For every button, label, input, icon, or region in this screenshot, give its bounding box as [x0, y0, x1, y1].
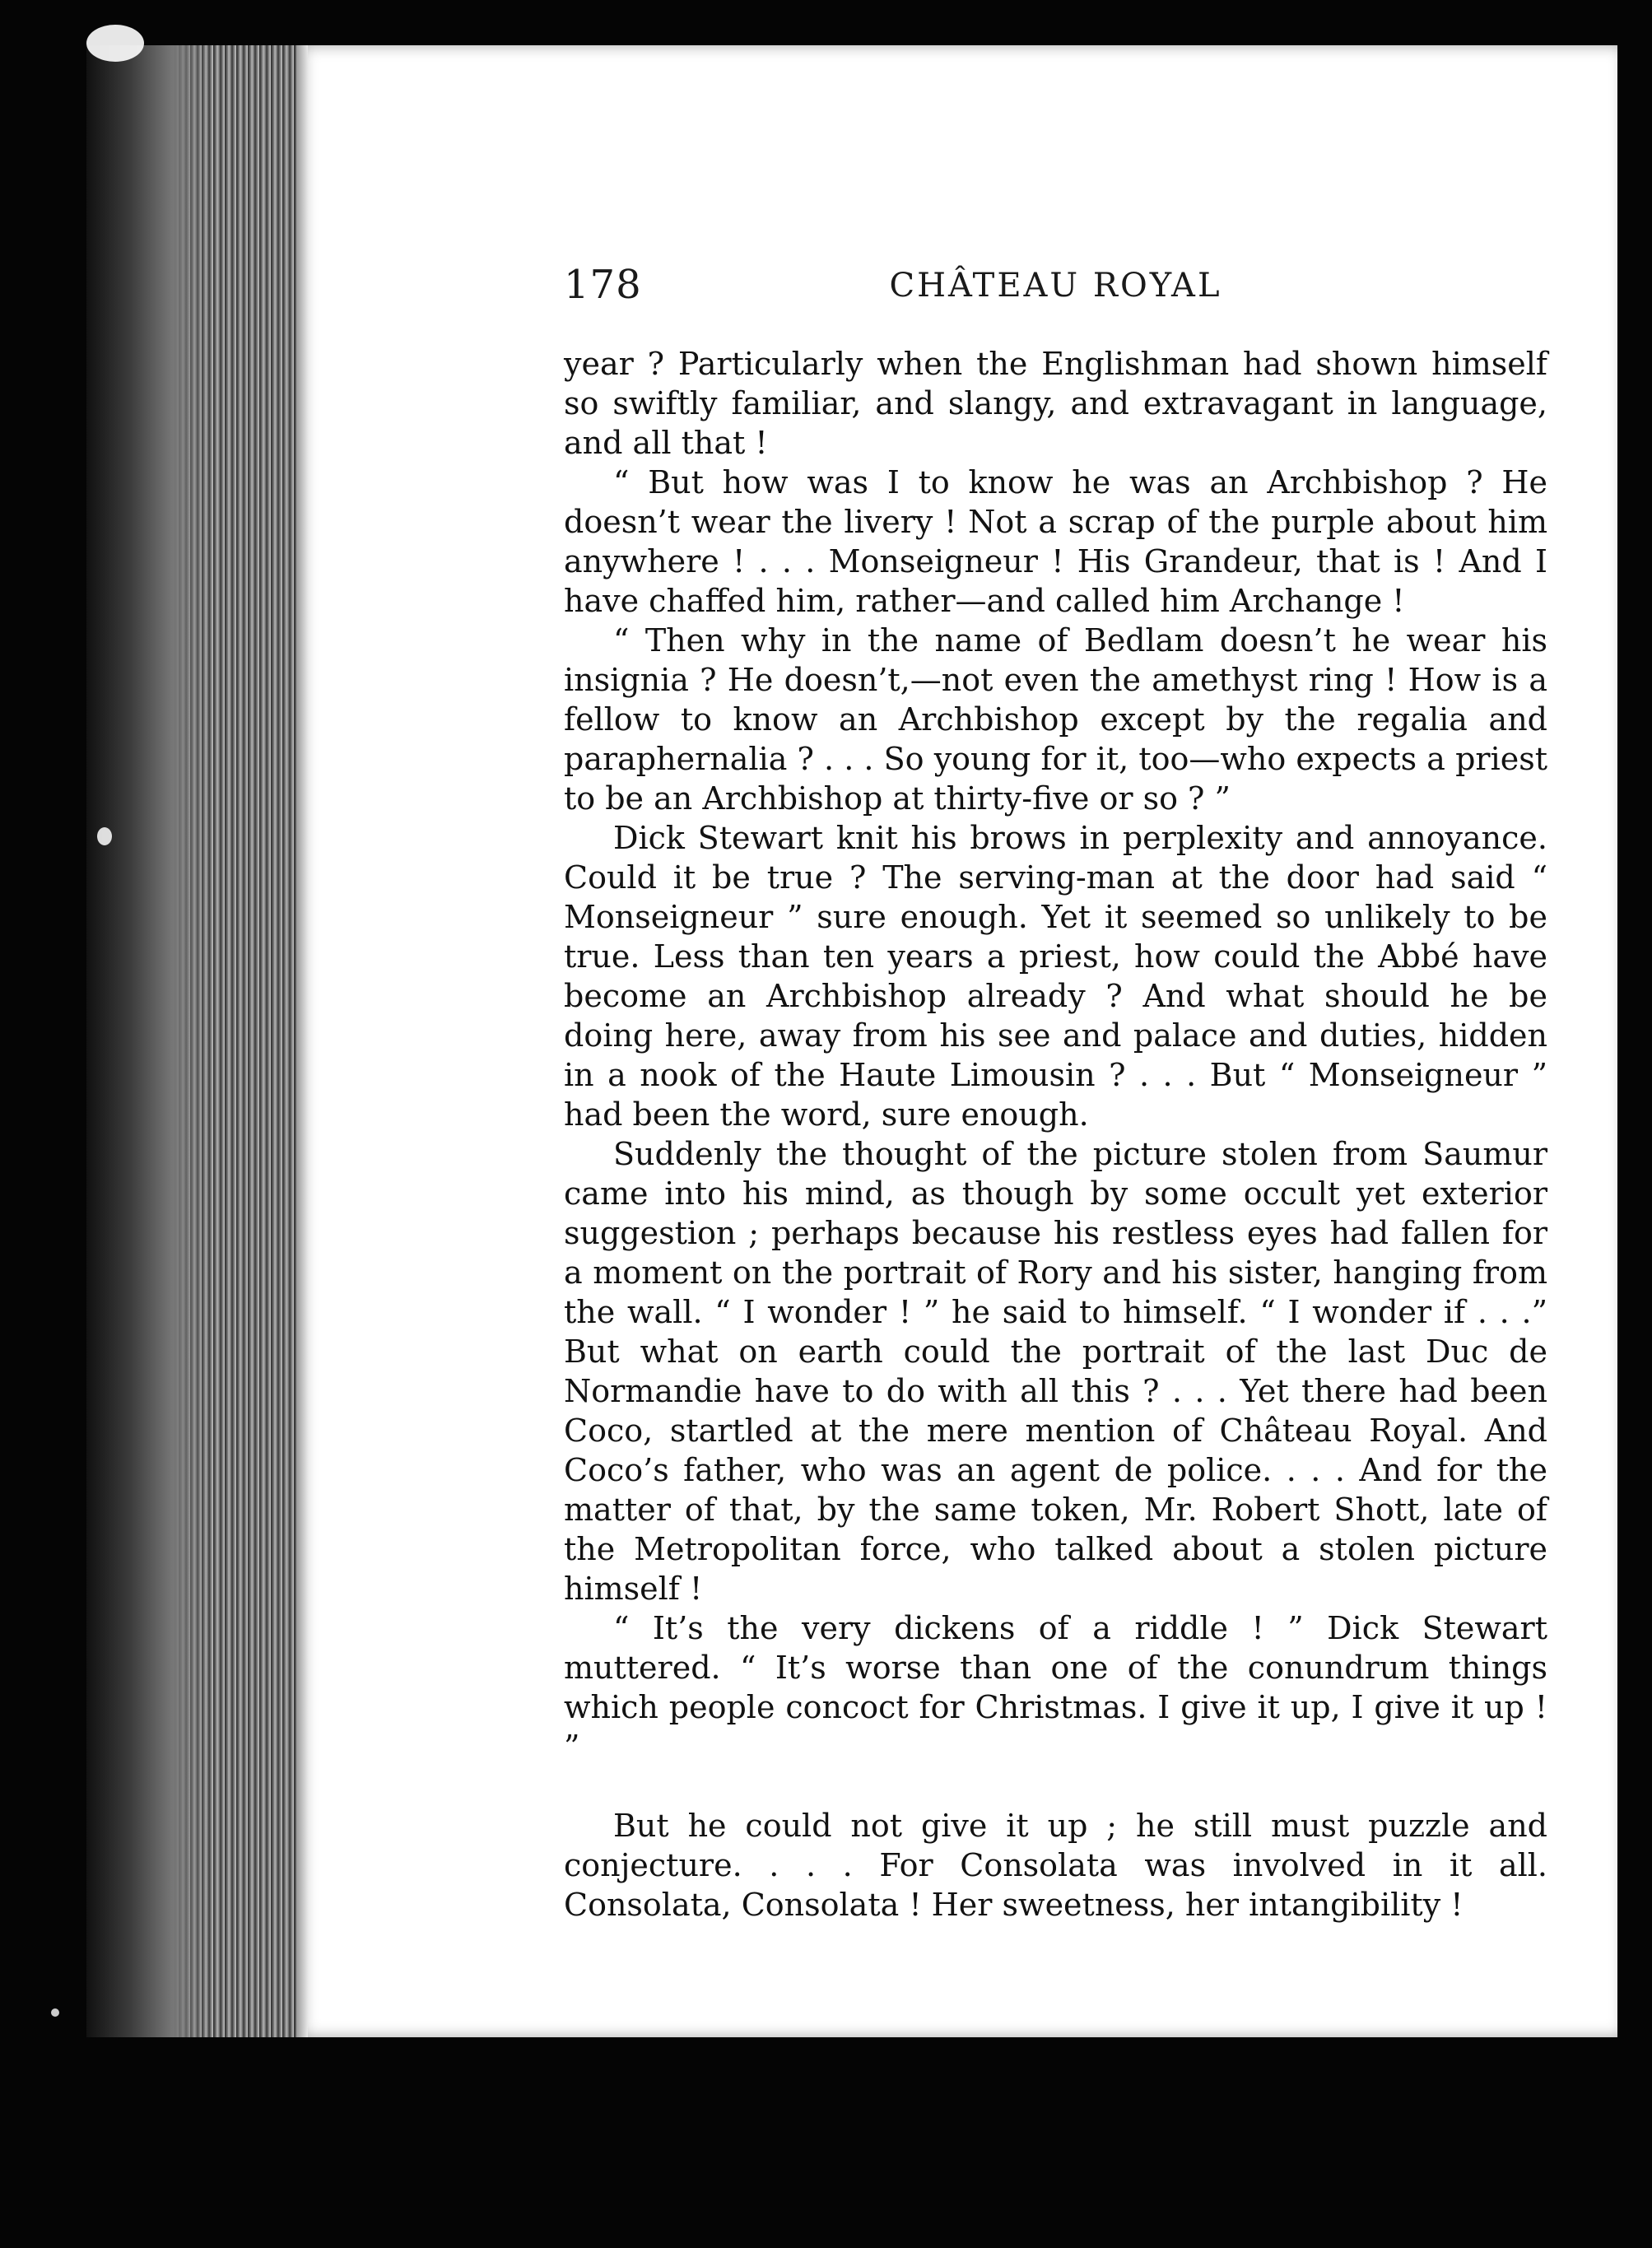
- body-text: [564, 344, 1547, 1925]
- scan-speck: [97, 827, 112, 845]
- paragraph: “ It’s the very dickens of a riddle ! ” Dick Stewart muttered. “ It’s worse than one of the conundrum things which people concoct for Christmas. I give it up, I give it up ! ”: [564, 1610, 1547, 1765]
- paragraph: Dick Stewart knit his brows in perplexity and annoyance. Could it be true ? The serving-man at the door had said “ Monseigneur ” sure enough. Yet it seemed so unlikely to be true. Less than ten years a priest, how could the Abbé have become an Archbishop already ? And what should he be doing here, away from his see and palace and duties, hidden in a nook of the Haute Limousin ? . . . But “ Monseigneur ” had been the word, sure enough.: [564, 820, 1547, 1133]
- section-break: [564, 1766, 1547, 1806]
- paragraph: year ? Particularly when the Englishman had shown himself so swiftly familiar, and slangy, and extravagant in language, and all that !: [564, 346, 1547, 461]
- paragraph: Suddenly the thought of the picture stolen from Saumur came into his mind, as though by some occult yet exterior suggestion ; perhaps because his restless eyes had fallen for a moment on the portrait of Rory and his sister, hanging from the wall. “ I wonder ! ” he said to himself. “ I wonder if . . .” But what on earth could the portrait of the last Duc de Normandie have to do with all this ? . . . Yet there had been Coco, startled at the mere mention of Château Royal. And Coco’s father, who was an agent de police. . . . And for the matter of that, by the same token, Mr. Robert Shott, late of the Metropolitan force, who talked about a stolen picture himself !: [564, 1136, 1547, 1607]
- running-head: [564, 262, 1547, 319]
- paragraph: “ But how was I to know he was an Archbishop ? He doesn’t wear the livery ! Not a scrap of the purple about him anywhere ! . . . Monseigneur ! His Grandeur, that is ! And I have chaffed him, rather—and called him Archange !: [564, 464, 1547, 619]
- book-spine-shadow: [86, 45, 210, 2037]
- paragraph: But he could not give it up ; he still must puzzle and conjecture. . . . For Consolata was involved in it all. Consolata, Consolata ! Her sweetness, her intangibility !: [564, 1808, 1547, 1923]
- paragraph: “ Then why in the name of Bedlam doesn’t he wear his insignia ? He doesn’t,—not even the amethyst ring ! How is a fellow to know an Archbishop except by the regalia and paraphernalia ? . . . So young for it, too—who expects a priest to be an Archbishop at thirty-five or so ? ”: [564, 622, 1547, 817]
- page-number: 178: [564, 262, 642, 308]
- page-gutter-edge: [296, 45, 308, 2037]
- scan-speck: [51, 2008, 59, 2017]
- running-title: CHÂTEAU ROYAL: [889, 267, 1222, 305]
- scan-speck: [86, 25, 144, 62]
